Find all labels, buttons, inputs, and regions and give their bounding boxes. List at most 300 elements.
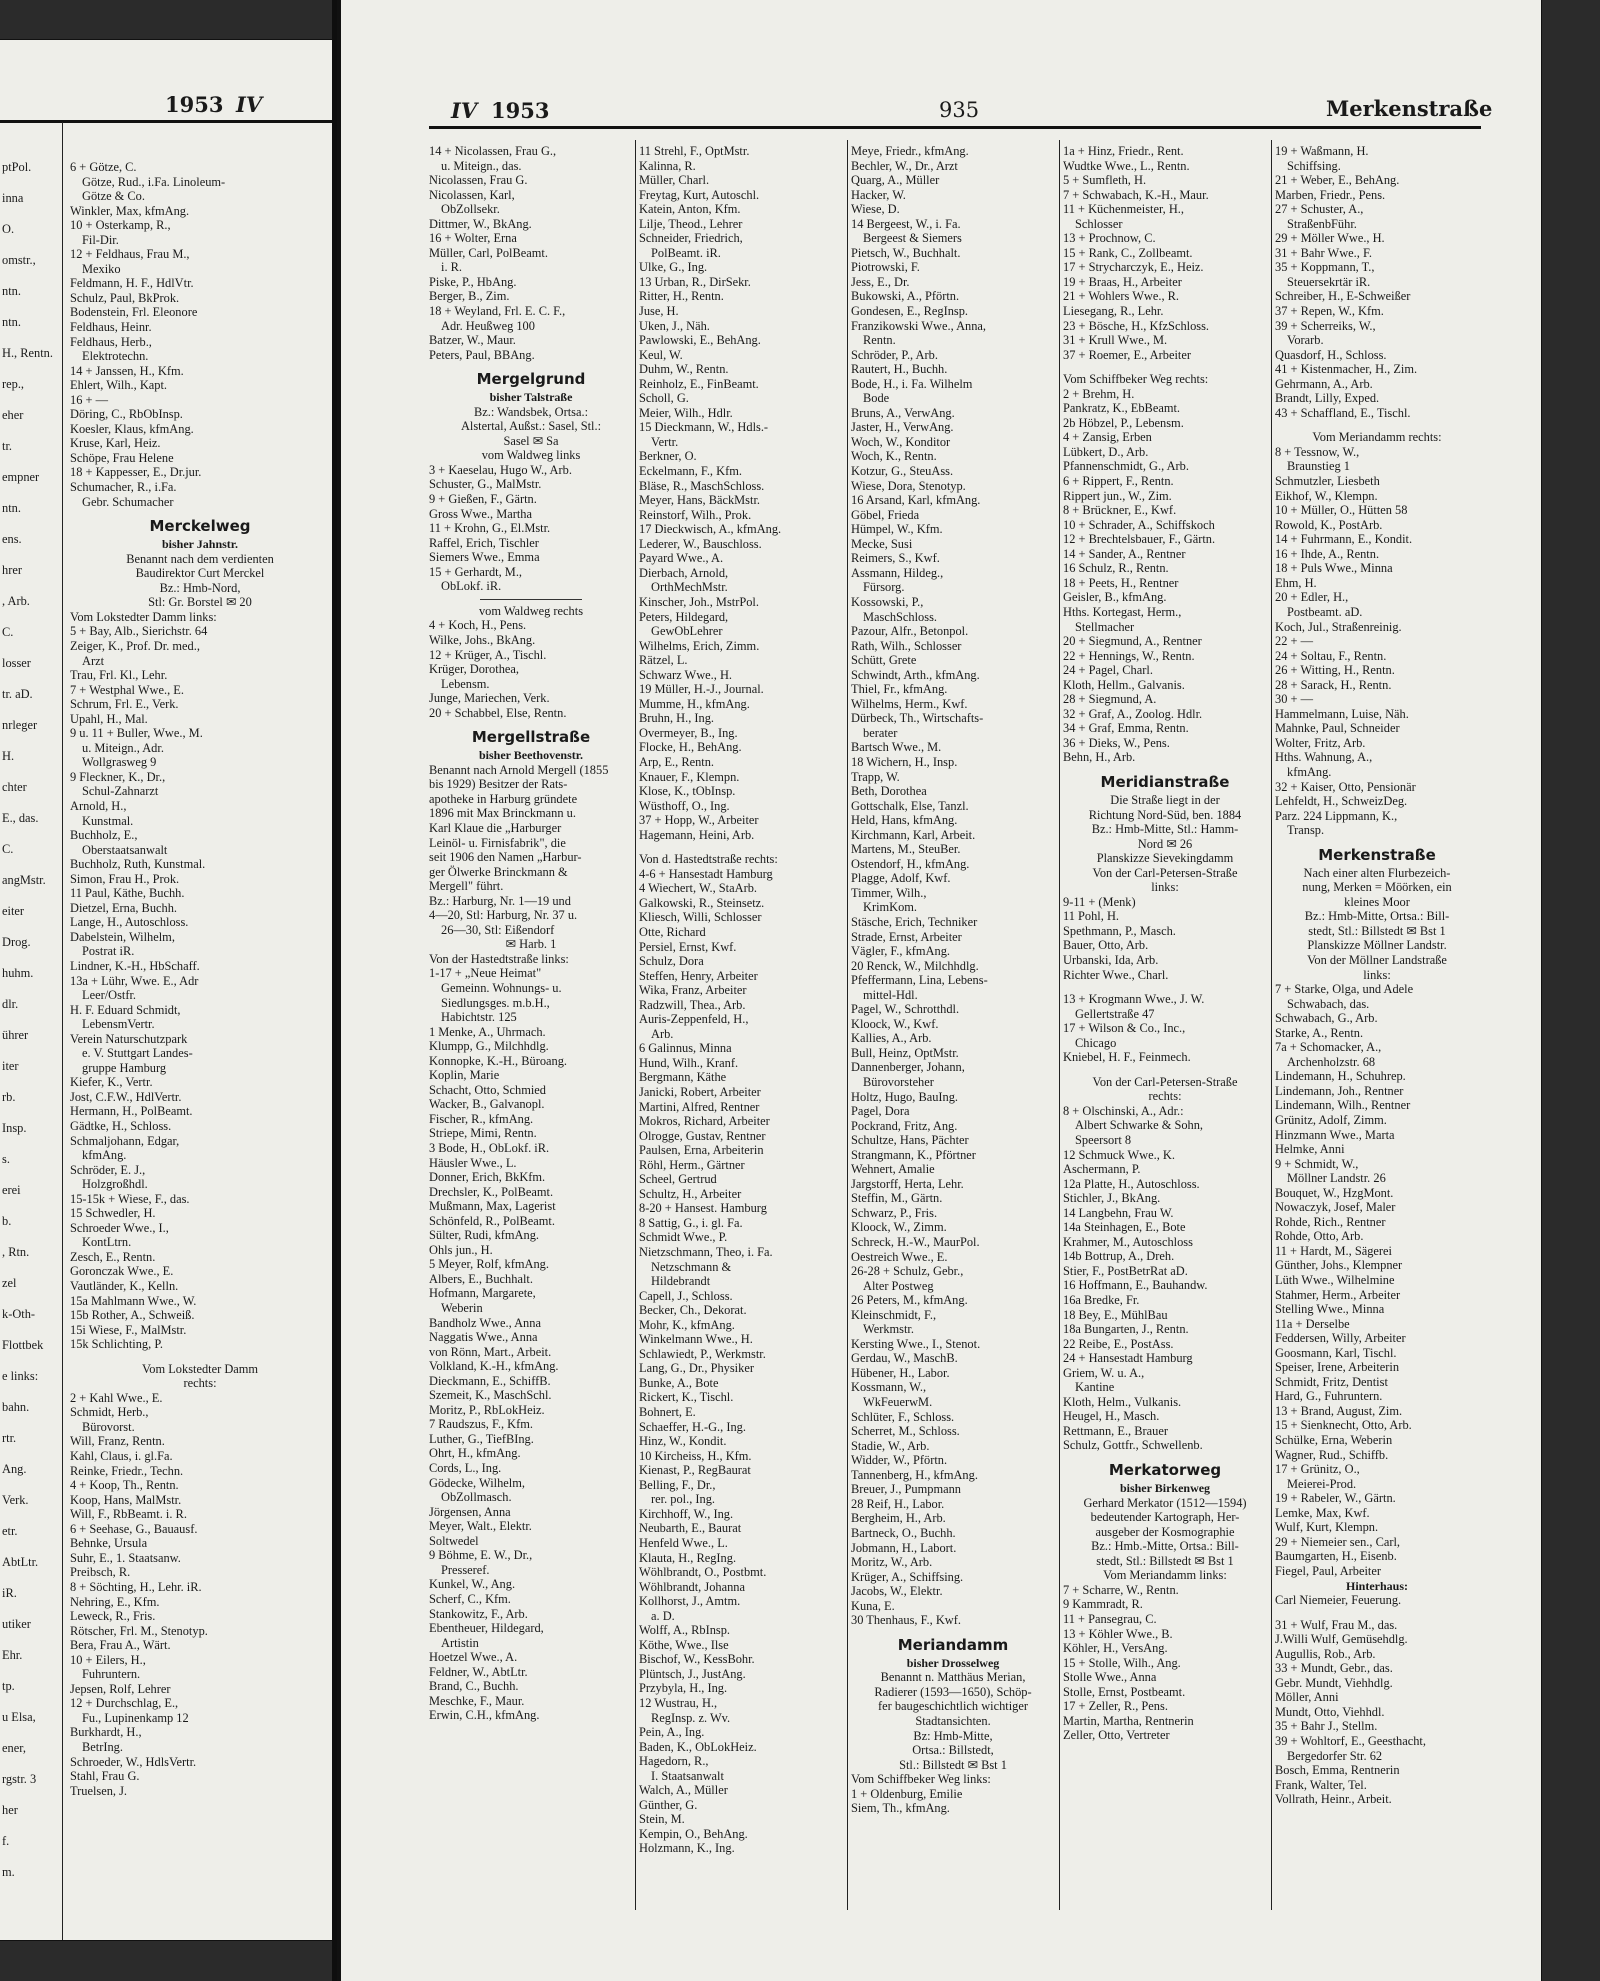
directory-entry: Spethmann, P., Masch. bbox=[1063, 923, 1176, 938]
directory-entry: Schultz, H., Arbeiter bbox=[639, 1186, 742, 1201]
directory-entry: Dürbeck, Th., Wirtschafts- bbox=[851, 711, 984, 726]
directory-entry: Hund, Wilh., Kranf. bbox=[639, 1055, 739, 1070]
directory-entry: Berkner, O. bbox=[639, 449, 697, 464]
directory-entry: Stichler, J., BkAng. bbox=[1063, 1191, 1161, 1206]
directory-entry: Rohde, Rich., Rentner bbox=[1275, 1214, 1386, 1229]
directory-entry: Kniebel, H. F., Feinmech. bbox=[1063, 1050, 1191, 1065]
directory-entry: Rippert jun., W., Zim. bbox=[1063, 488, 1172, 503]
directory-entry: Jobmann, H., Labort. bbox=[851, 1540, 957, 1555]
directory-entry: Benannt nach dem verdienten bbox=[126, 551, 274, 566]
clipped-fragment: angMstr. bbox=[2, 873, 46, 887]
directory-entry: Lüth Wwe., Wilhelmine bbox=[1275, 1273, 1395, 1288]
directory-entry: 37 + Roemer, E., Arbeiter bbox=[1063, 347, 1191, 362]
directory-entry: Starke, A., Rentn. bbox=[1275, 1025, 1364, 1040]
clipped-fragment: ptPol. bbox=[2, 160, 32, 174]
directory-entry: Pietsch, W., Buchhalt. bbox=[851, 245, 961, 260]
directory-entry: Koplin, Marie bbox=[429, 1068, 500, 1083]
directory-entry: bisher Talstraße bbox=[489, 390, 573, 405]
directory-entry: Hinterhaus: bbox=[1345, 1578, 1408, 1593]
clipped-fragment: Verk. bbox=[2, 1493, 29, 1507]
directory-entry: BetrIng. bbox=[82, 1739, 123, 1754]
directory-entry: Von der Carl-Petersen-Straße bbox=[1092, 1074, 1238, 1089]
directory-entry: Schwarz, P., Fris. bbox=[851, 1205, 938, 1220]
directory-entry: rechts: bbox=[183, 1376, 217, 1391]
directory-entry: Bruns, A., VerwAng. bbox=[851, 405, 955, 420]
directory-entry: Möllner Landstr. 26 bbox=[1287, 1171, 1386, 1186]
directory-entry: Capell, J., Schloss. bbox=[639, 1288, 733, 1303]
directory-entry: Stolle, Ernst, Postbeamt. bbox=[1063, 1684, 1186, 1699]
directory-entry: Jacobs, W., Elektr. bbox=[851, 1584, 943, 1599]
directory-entry: 18 + Puls Wwe., Minna bbox=[1275, 561, 1393, 576]
directory-entry: Schulz, Paul, BkProk. bbox=[70, 290, 180, 305]
clipped-fragment: Flottbek bbox=[2, 1338, 44, 1352]
directory-entry: Planskizze Sievekingdamm bbox=[1096, 851, 1234, 866]
directory-entry bbox=[70, 1352, 330, 1362]
directory-entry: 17 + Grünitz, O., bbox=[1275, 1462, 1360, 1477]
directory-entry: Kalinna, R. bbox=[639, 158, 696, 173]
directory-entry: Kruse, Karl, Heiz. bbox=[70, 436, 161, 451]
directory-entry: Berger, B., Zim. bbox=[429, 289, 510, 304]
street-heading: Mergellstraße bbox=[471, 728, 591, 747]
directory-entry: Stier, F., PostBetrRat aD. bbox=[1063, 1263, 1188, 1278]
directory-entry bbox=[1275, 420, 1479, 430]
directory-entry: 18 + Kappesser, E., Dr.jur. bbox=[70, 465, 202, 480]
directory-entry: PolBeamt. iR. bbox=[651, 245, 721, 260]
directory-entry: Bunke, A., Bote bbox=[639, 1375, 719, 1390]
directory-entry: Woch, K., Rentn. bbox=[851, 449, 937, 464]
directory-entry: Reinholz, E., FinBeamt. bbox=[639, 376, 759, 391]
directory-entry: 15-15k + Wiese, F., das. bbox=[70, 1191, 190, 1206]
directory-entry bbox=[1063, 982, 1267, 992]
directory-entry: OrthMechMstr. bbox=[651, 580, 728, 595]
right-page-year: 1953 bbox=[491, 98, 550, 123]
street-heading: Meridianstraße bbox=[1100, 772, 1230, 791]
directory-entry: a. D. bbox=[651, 1608, 675, 1623]
directory-entry: Oestreich Wwe., E. bbox=[851, 1249, 948, 1264]
directory-entry: Albers, E., Buchhalt. bbox=[429, 1271, 533, 1286]
directory-entry: Wolter, Fritz, Arb. bbox=[1275, 735, 1366, 750]
directory-entry: links: bbox=[1363, 967, 1391, 982]
directory-entry: Schmidt, Fritz, Dentist bbox=[1275, 1374, 1388, 1389]
directory-entry: Pfannenschmidt, G., Arb. bbox=[1063, 459, 1189, 474]
directory-entry: Vom Schiffbeker Weg rechts: bbox=[1063, 372, 1209, 387]
clipped-fragment: omstr., bbox=[2, 253, 36, 267]
directory-entry: Die Straße liegt in der bbox=[1110, 792, 1220, 807]
directory-entry: Radierer (1593—1650), Schöp- bbox=[874, 1684, 1032, 1699]
directory-entry: Brandt, Lilly, Exped. bbox=[1275, 391, 1380, 406]
directory-entry: stedt, Stl.: Billstedt ✉ Bst 1 bbox=[1308, 923, 1446, 938]
directory-entry: Arp, E., Rentn. bbox=[639, 754, 715, 769]
directory-entry: 35 + Koppmann, T., bbox=[1275, 260, 1375, 275]
directory-entry: 31 + Krull Wwe., M. bbox=[1063, 333, 1168, 348]
directory-entry: Mecke, Susi bbox=[851, 536, 913, 551]
directory-entry: u. Miteign., Adr. bbox=[82, 740, 164, 755]
running-head: Merkenstraße bbox=[1326, 96, 1493, 121]
directory-entry: Simon, Frau H., Prok. bbox=[70, 871, 180, 886]
clipped-fragment: losser bbox=[2, 656, 31, 670]
directory-entry: Stahl, Frau G. bbox=[70, 1769, 140, 1784]
directory-entry: 7 + Westphal Wwe., E. bbox=[70, 682, 184, 697]
directory-entry: Piske, P., HbAng. bbox=[429, 274, 517, 289]
directory-entry: Knauer, F., Klempn. bbox=[639, 769, 740, 784]
directory-entry: ObLokf. iR. bbox=[441, 579, 502, 594]
directory-entry: gruppe Hamburg bbox=[82, 1060, 167, 1075]
directory-entry: Keul, W. bbox=[639, 347, 683, 362]
directory-entry: Brand, C., Buchh. bbox=[429, 1679, 519, 1694]
directory-entry: Heugel, H., Masch. bbox=[1063, 1409, 1160, 1424]
clipped-fragment: Insp. bbox=[2, 1121, 27, 1135]
directory-entry: 15i Wiese, F., MalMstr. bbox=[70, 1322, 187, 1337]
directory-entry: 13 + Prochnow, C. bbox=[1063, 231, 1156, 246]
column-rule bbox=[1059, 140, 1060, 1910]
directory-entry: mittel-Hdl. bbox=[863, 987, 918, 1002]
directory-entry: Bürovorsteher bbox=[863, 1075, 934, 1089]
directory-entry: I. Staatsanwalt bbox=[651, 1768, 724, 1783]
clipped-fragment: C. bbox=[2, 842, 14, 856]
directory-entry: 15 + Gerhardt, M., bbox=[429, 564, 523, 579]
directory-entry: Kossowski, P., bbox=[851, 594, 924, 609]
directory-entry: Kahl, Claus, i. gl.Fa. bbox=[70, 1449, 173, 1464]
directory-entry: Duhm, W., Rentn. bbox=[639, 362, 729, 377]
directory-entry: Bergedorfer Str. 62 bbox=[1287, 1748, 1383, 1763]
directory-entry: Arzt bbox=[82, 653, 105, 668]
clipped-fragment: bahn. bbox=[2, 1400, 30, 1414]
directory-entry: ObZollsekr. bbox=[441, 202, 500, 217]
directory-entry: 5 + Sumfleth, H. bbox=[1063, 173, 1147, 188]
directory-entry: Strangmann, K., Pförtner bbox=[851, 1147, 976, 1162]
directory-entry: 5 + Bay, Alb., Sierichstr. 64 bbox=[70, 624, 208, 639]
clipped-fragment: H., Rentn. bbox=[2, 346, 53, 360]
directory-entry: Buchholz, Ruth, Kunstmal. bbox=[70, 857, 206, 872]
directory-entry: Kienast, P., RegBaurat bbox=[639, 1463, 751, 1478]
directory-entry: Junge, Mariechen, Verk. bbox=[429, 691, 550, 706]
directory-entry: Dietzel, Erna, Buchh. bbox=[70, 900, 178, 915]
street-heading: Meriandamm bbox=[897, 1635, 1009, 1654]
directory-entry: 6 + Seehase, G., Bauausf. bbox=[70, 1521, 198, 1536]
directory-entry: 9 Kammradt, R. bbox=[1063, 1597, 1143, 1612]
directory-entry: 28 Reif, H., Labor. bbox=[851, 1496, 945, 1511]
directory-entry: Nowaczyk, Josef, Maler bbox=[1275, 1200, 1396, 1215]
directory-entry: Lemke, Max, Kwf. bbox=[1275, 1505, 1370, 1520]
directory-entry: Krüger, A., Schiffsing. bbox=[851, 1569, 964, 1584]
directory-entry: Uken, J., Näh. bbox=[639, 318, 710, 333]
directory-entry: Artistin bbox=[441, 1635, 479, 1650]
directory-entry: Hths. Kortegast, Herm., bbox=[1063, 604, 1182, 619]
directory-entry: Carl Niemeier, Feuerung. bbox=[1275, 1593, 1402, 1608]
left-page-year: 1953 bbox=[165, 92, 224, 117]
directory-entry: Burkhardt, H., bbox=[70, 1725, 142, 1740]
directory-entry: seit 1906 den Namen „Harbur- bbox=[429, 850, 582, 865]
directory-entry: 4 Wiechert, W., StaArb. bbox=[639, 881, 757, 896]
directory-entry: Göbel, Frieda bbox=[851, 507, 920, 522]
column-rule bbox=[1271, 140, 1272, 1910]
directory-entry: Lindemann, Joh., Rentner bbox=[1275, 1083, 1404, 1098]
directory-entry: Richter Wwe., Charl. bbox=[1063, 967, 1169, 982]
directory-entry: 3 + Kaeselau, Hugo W., Arb. bbox=[429, 462, 572, 477]
clipped-fragment: ntn. bbox=[2, 315, 21, 329]
directory-entry: Schmidt, Herb., bbox=[70, 1405, 149, 1420]
directory-entry: Krüger, Dorothea, bbox=[429, 662, 519, 677]
directory-entry: 9 + Gießen, F., Gärtn. bbox=[429, 492, 537, 507]
directory-entry: Schaeffer, H.-G., Ing. bbox=[639, 1419, 746, 1434]
directory-entry: Preibsch, R. bbox=[70, 1565, 131, 1580]
directory-entry: 1 + Oldenburg, Emilie bbox=[851, 1786, 963, 1801]
directory-entry: Rowold, K., PostArb. bbox=[1275, 517, 1383, 532]
directory-entry: Adr. Heußweg 100 bbox=[441, 318, 535, 333]
directory-entry: Hübener, H., Labor. bbox=[851, 1365, 950, 1380]
directory-entry: Bz.: Hmb.-Mitte, Ortsa.: Bill- bbox=[1091, 1539, 1239, 1554]
directory-column-4 bbox=[1063, 144, 1267, 1743]
directory-entry: Tannenberg, H., kfmAng. bbox=[851, 1467, 978, 1482]
street-heading: Merkenstraße bbox=[1318, 845, 1436, 864]
clipped-fragment: ens. bbox=[2, 532, 22, 546]
clipped-fragment: empner bbox=[2, 470, 40, 484]
left-page-column bbox=[70, 160, 330, 1798]
directory-entry: Lederer, W., Bauschloss. bbox=[639, 536, 762, 551]
directory-entry: Eikhof, W., Klempn. bbox=[1275, 488, 1378, 503]
clipped-fragment: Ehr. bbox=[2, 1648, 23, 1662]
clipped-fragment: eher bbox=[2, 408, 24, 422]
clipped-fragment: erei bbox=[2, 1183, 21, 1197]
directory-entry: 14 Bergeest, W., i. Fa. bbox=[851, 216, 961, 231]
directory-entry: Von der Carl-Petersen-Straße bbox=[1092, 865, 1238, 880]
directory-entry: Piotrowski, F. bbox=[851, 260, 920, 275]
directory-entry: 12a Platte, H., Autoschloss. bbox=[1063, 1176, 1200, 1191]
directory-entry: Moritz, W., Arb. bbox=[851, 1555, 933, 1570]
directory-entry: Moritz, P., RbLokHeiz. bbox=[429, 1402, 545, 1417]
directory-entry: RegInsp. z. Wv. bbox=[651, 1710, 731, 1725]
directory-entry: Bechler, W., Dr., Arzt bbox=[851, 158, 958, 173]
directory-entry: Gottschalk, Else, Tanzl. bbox=[851, 798, 969, 813]
directory-entry: 6 Galinnus, Minna bbox=[639, 1041, 732, 1056]
directory-entry: 6 + Rippert, F., Rentn. bbox=[1063, 474, 1174, 489]
directory-entry: Richtung Nord-Süd, ben. 1884 bbox=[1088, 807, 1242, 822]
directory-entry: Wika, Franz, Arbeiter bbox=[639, 983, 747, 998]
directory-entry: Weberin bbox=[441, 1301, 483, 1316]
directory-entry: 10 + Müller, O., Hütten 58 bbox=[1275, 503, 1408, 518]
directory-entry: Schul-Zahnarzt bbox=[82, 784, 159, 799]
directory-entry: 9 Fleckner, K., Dr., bbox=[70, 769, 166, 784]
directory-entry: Müller, Carl, PolBeamt. bbox=[429, 245, 548, 260]
directory-entry: 16a Bredke, Fr. bbox=[1063, 1293, 1140, 1308]
directory-entry: Gellertstraße 47 bbox=[1075, 1006, 1155, 1021]
directory-entry: Otte, Richard bbox=[639, 924, 706, 939]
directory-entry: 14b Bottrup, A., Dreh. bbox=[1063, 1249, 1175, 1264]
directory-entry: 8 + Brückner, E., Kwf. bbox=[1063, 503, 1177, 518]
directory-entry: Holtz, Hugo, BauIng. bbox=[851, 1089, 959, 1104]
directory-entry: Schwabach, das. bbox=[1287, 996, 1370, 1011]
directory-entry: Dabelstein, Wilhelm, bbox=[70, 929, 175, 944]
directory-entry: Von der Möllner Landstraße bbox=[1307, 952, 1447, 967]
directory-column-3 bbox=[851, 144, 1055, 1816]
directory-entry: Feldmann, H. F., HdlVtr. bbox=[70, 276, 194, 291]
directory-entry: Holzmann, K., Ing. bbox=[639, 1841, 735, 1856]
directory-entry: Hths. Wahnung, A., bbox=[1275, 750, 1373, 765]
directory-entry: Bruhn, H., Ing. bbox=[639, 711, 715, 726]
directory-entry: 23 + Bösche, H., KfzSchloss. bbox=[1063, 318, 1210, 333]
directory-entry: Assmann, Hildeg., bbox=[851, 565, 944, 580]
directory-entry: 16 + — bbox=[70, 392, 108, 407]
clipped-fragment: Drog. bbox=[2, 935, 31, 949]
directory-entry: 26—30, Stl: Eißendorf bbox=[441, 922, 555, 937]
directory-entry: Meier, Wilh., Hdlr. bbox=[639, 405, 733, 420]
directory-entry: 15 Dieckmann, W., Hdls.- bbox=[639, 420, 769, 435]
directory-entry: 8 + Söchting, H., Lehr. iR. bbox=[70, 1579, 202, 1594]
column-rule bbox=[847, 140, 848, 1910]
directory-entry: Reimers, S., Kwf. bbox=[851, 551, 940, 566]
directory-entry: Augullis, Rob., Arb. bbox=[1275, 1646, 1376, 1661]
directory-entry: nung, Merken = Möörken, ein bbox=[1302, 880, 1452, 895]
directory-entry: 10 Kircheiss, H., Kfm. bbox=[639, 1448, 752, 1463]
directory-entry: Raffel, Erich, Tischler bbox=[429, 535, 539, 550]
directory-entry: Lilje, Theod., Lehrer bbox=[639, 216, 743, 231]
directory-entry: ger Ölwerke Brinckmann & bbox=[429, 864, 568, 879]
clipped-fragment: b. bbox=[2, 1214, 12, 1228]
directory-entry: Presseref. bbox=[441, 1562, 490, 1577]
directory-entry: 7a + Schomacker, A., bbox=[1275, 1040, 1382, 1055]
directory-entry: 16 + Ihde, A., Rentn. bbox=[1275, 546, 1380, 561]
directory-entry: ✉ Harb. 1 bbox=[505, 937, 557, 952]
directory-entry: Behn, H., Arb. bbox=[1063, 750, 1136, 765]
directory-column-5 bbox=[1275, 144, 1479, 1807]
directory-entry: Alstertal, Außst.: Sasel, Stl.: bbox=[460, 419, 602, 434]
directory-entry: Winkler, Max, kfmAng. bbox=[70, 203, 190, 218]
directory-entry: 3 Bode, H., ObLokf. iR. bbox=[429, 1141, 550, 1155]
directory-entry: Siem, Th., kfmAng. bbox=[851, 1801, 950, 1816]
directory-entry: 11 + Pansegrau, C. bbox=[1063, 1611, 1157, 1626]
directory-entry: Juse, H. bbox=[639, 304, 679, 319]
directory-entry: 28 + Siegmund, A. bbox=[1063, 692, 1157, 707]
directory-entry: 11a + Derselbe bbox=[1275, 1316, 1350, 1331]
directory-entry: Gemeinn. Wohnungs- u. bbox=[441, 980, 562, 995]
directory-entry: Lindemann, Wilh., Rentner bbox=[1275, 1098, 1411, 1113]
directory-entry: Kleinschmidt, F., bbox=[851, 1307, 937, 1322]
directory-entry: Karl Klaue die „Harburger bbox=[429, 820, 562, 835]
directory-entry: Kirchhoff, W., Ing. bbox=[639, 1506, 734, 1521]
directory-entry: 37 + Hopp, W., Arbeiter bbox=[639, 813, 759, 828]
directory-entry: Becker, Ch., Dekorat. bbox=[639, 1303, 747, 1318]
left-header-rule bbox=[0, 120, 338, 123]
clipped-fragment: hrer bbox=[2, 563, 22, 577]
directory-entry: Hofmann, Margarete, bbox=[429, 1286, 536, 1301]
directory-entry: Persiel, Ernst, Kwf. bbox=[639, 939, 737, 954]
directory-entry: Schulz, Dora bbox=[639, 954, 704, 969]
directory-entry: 14 Langbehn, Frau W. bbox=[1063, 1205, 1174, 1220]
directory-entry: H. F. Eduard Schmidt, bbox=[70, 1002, 181, 1017]
directory-entry: Rickert, K., Tischl. bbox=[639, 1390, 734, 1405]
directory-entry: Martini, Alfred, Rentner bbox=[639, 1099, 760, 1114]
directory-entry: Bz: Hmb-Mitte, bbox=[913, 1728, 993, 1743]
directory-entry: 16 Schulz, R., Rentn. bbox=[1063, 561, 1169, 576]
directory-entry: 6 + Götze, C. bbox=[70, 160, 137, 174]
directory-entry: Rettmann, E., Brauer bbox=[1063, 1423, 1168, 1438]
clipped-fragment: H. bbox=[2, 749, 15, 763]
directory-entry: Günther, G. bbox=[639, 1797, 698, 1812]
directory-entry: Meye, Friedr., kfmAng. bbox=[851, 144, 969, 158]
directory-entry: ObZollmasch. bbox=[441, 1490, 512, 1505]
directory-entry: Lange, H., Autoschloss. bbox=[70, 915, 189, 930]
directory-entry: Overmeyer, B., Ing. bbox=[639, 725, 738, 740]
directory-entry: Krahmer, M., Autoschloss bbox=[1063, 1234, 1193, 1249]
directory-entry: Benannt n. Matthäus Merian, bbox=[880, 1670, 1026, 1685]
directory-entry: Bz.: Hmb-Mitte, Stl.: Hamm- bbox=[1091, 822, 1239, 837]
directory-entry: Von der Hastedtstraße links: bbox=[429, 951, 569, 966]
directory-entry: 31 + Wulf, Frau M., das. bbox=[1275, 1617, 1398, 1632]
left-edge-fragments bbox=[2, 160, 57, 1896]
directory-entry: 32 + Kaiser, Otto, Pensionär bbox=[1275, 779, 1416, 794]
directory-entry: Ohls jun., H. bbox=[429, 1242, 493, 1257]
directory-entry: Rautert, H., Buchh. bbox=[851, 362, 948, 377]
directory-entry: 36 + Dieks, W., Pens. bbox=[1063, 735, 1170, 750]
directory-entry: Schwabach, G., Arb. bbox=[1275, 1011, 1378, 1026]
directory-entry: J.Willi Wulf, Gemüsehdlg. bbox=[1275, 1632, 1408, 1647]
directory-entry: 9 Böhme, E. W., Dr., bbox=[429, 1548, 533, 1563]
directory-entry: Rötscher, Frl. M., Stenotyp. bbox=[70, 1623, 208, 1638]
directory-entry: Vägler, F., kfmAng. bbox=[851, 944, 950, 959]
directory-entry: Dannenberger, Johann, bbox=[851, 1060, 965, 1075]
directory-entry: Meschke, F., Maur. bbox=[429, 1693, 525, 1708]
directory-entry: 17 Dieckwisch, A., kfmAng. bbox=[639, 522, 782, 537]
directory-entry: Donner, Erich, BkKfm. bbox=[429, 1170, 546, 1185]
directory-entry bbox=[1063, 362, 1267, 372]
directory-entry: Konnopke, K.-H., Büroang. bbox=[429, 1053, 567, 1068]
directory-entry: Schmutzler, Liesbeth bbox=[1275, 474, 1380, 489]
directory-entry: Schiffsing. bbox=[1287, 158, 1341, 173]
directory-entry: Truelsen, J. bbox=[70, 1783, 128, 1798]
directory-entry: Feldhaus, Heinr. bbox=[70, 320, 152, 335]
clipped-fragment: ntn. bbox=[2, 501, 21, 515]
directory-entry: Schwindt, Arth., kfmAng. bbox=[851, 667, 980, 682]
directory-entry: Kliesch, Willi, Schlosser bbox=[639, 910, 762, 925]
directory-entry: Przybyla, H., Ing. bbox=[639, 1681, 728, 1696]
directory-entry: Winkelmann Wwe., H. bbox=[639, 1332, 753, 1347]
directory-entry: 30 Thenhaus, F., Kwf. bbox=[851, 1613, 961, 1628]
directory-entry: Szemeit, K., MaschSchl. bbox=[429, 1388, 552, 1403]
directory-entry: 15 + Stolle, Wilh., Ang. bbox=[1063, 1655, 1181, 1670]
directory-entry: Von d. Hastedtstraße rechts: bbox=[639, 852, 778, 867]
directory-entry: Goosmann, Karl, Tischl. bbox=[1275, 1345, 1397, 1360]
directory-entry: Pankratz, K., EbBeamt. bbox=[1063, 401, 1180, 416]
directory-entry: 18 + Peets, H., Rentner bbox=[1063, 575, 1179, 590]
directory-entry: u. Miteign., das. bbox=[441, 158, 522, 173]
directory-entry: kfmAng. bbox=[1287, 764, 1332, 779]
clipped-fragment: etr. bbox=[2, 1524, 18, 1538]
directory-entry: Freytag, Kurt, Autoschl. bbox=[639, 187, 760, 202]
directory-entry: 26-28 + Schulz, Gebr., bbox=[851, 1264, 964, 1279]
directory-entry: Held, Hans, kfmAng. bbox=[851, 813, 958, 828]
directory-entry: Arnold, H., bbox=[70, 798, 127, 813]
directory-entry: Mahnke, Paul, Schneider bbox=[1275, 721, 1400, 736]
directory-entry: Wilhelms, Erich, Zimm. bbox=[639, 638, 760, 653]
directory-entry: 11 Pohl, H. bbox=[1063, 909, 1119, 924]
directory-entry: Baudirektor Curt Merckel bbox=[135, 566, 265, 581]
column-rule bbox=[635, 140, 636, 1910]
clipped-fragment: , Arb. bbox=[2, 594, 30, 608]
directory-entry: Drechsler, K., PolBeamt. bbox=[429, 1184, 554, 1199]
directory-entry: 2b Höbzel, P., Lebensm. bbox=[1063, 415, 1184, 430]
directory-entry: Siedlungsges. m.b.H., bbox=[441, 995, 550, 1010]
directory-entry: Meyer, Hans, BäckMstr. bbox=[639, 493, 760, 508]
directory-entry: Meierei-Prod. bbox=[1287, 1476, 1357, 1491]
directory-entry: Hammelmann, Luise, Näh. bbox=[1275, 706, 1409, 721]
directory-entry: Reinke, Friedr., Techn. bbox=[70, 1463, 184, 1478]
directory-entry: Wilhelms, Herm., Kwf. bbox=[851, 696, 968, 711]
directory-entry: apotheke in Harburg gründete bbox=[429, 791, 578, 806]
directory-entry: Arb. bbox=[651, 1026, 674, 1041]
directory-entry: Gehrmann, A., Arb. bbox=[1275, 376, 1373, 391]
directory-entry: Parz. 224 Lippmann, K., bbox=[1275, 808, 1398, 823]
directory-entry: Strade, Ernst, Arbeiter bbox=[851, 929, 962, 944]
